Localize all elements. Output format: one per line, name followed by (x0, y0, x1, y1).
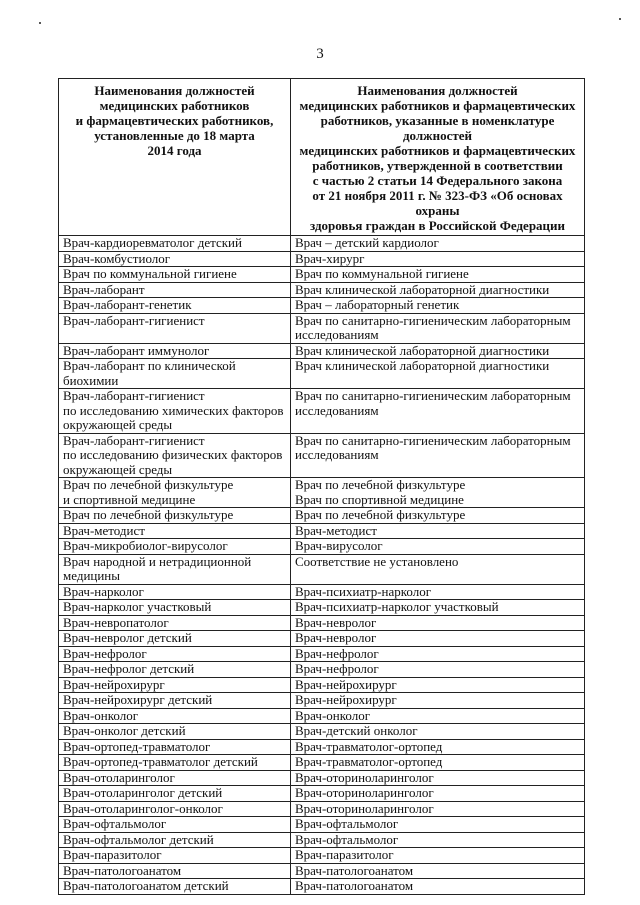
old-position-cell: Врач-нефролог детский (59, 662, 291, 678)
new-position-cell: Врач клинической лабораторной диагностики (291, 282, 585, 298)
table-row (59, 584, 585, 600)
new-position-cell: Врач клинической лабораторной диагностики (291, 359, 585, 389)
old-position-cell: Врач-офтальмолог (59, 817, 291, 833)
new-position-cell: Врач-психиатр-нарколог участковый (291, 600, 585, 616)
new-position-cell: Врач-оториноларинголог (291, 786, 585, 802)
old-position-cell: Врач-нейрохирург (59, 677, 291, 693)
new-position-cell: Врач по санитарно-гигиеническим лабораторным исследованиям (291, 389, 585, 434)
new-position-cell: Врач по лечебной физкультуре Врач по спортивной медицине (291, 478, 585, 508)
table-row (59, 631, 585, 647)
new-position-cell: Врач клинической лабораторной диагностики (291, 343, 585, 359)
table-row (59, 298, 585, 314)
table-row (59, 615, 585, 631)
old-position-cell: Врач-лаборант-гигиенист по исследованию физических факторов окружающей среды (59, 433, 291, 478)
old-position-cell: Врач по лечебной физкультуре (59, 508, 291, 524)
old-position-cell: Врач-отоларинголог-онколог (59, 801, 291, 817)
table-row (59, 677, 585, 693)
table-row (59, 508, 585, 524)
table-row (59, 433, 585, 478)
table-row (59, 313, 585, 343)
new-position-cell: Врач-оториноларинголог (291, 801, 585, 817)
new-position-cell: Врач-нефролог (291, 662, 585, 678)
old-position-cell: Врач-микробиолог-вирусолог (59, 539, 291, 555)
scan-speck (39, 22, 41, 24)
table-row (59, 879, 585, 895)
old-position-cell: Врач-методист (59, 523, 291, 539)
old-position-cell: Врач-офтальмолог детский (59, 832, 291, 848)
table-row (59, 389, 585, 434)
old-position-cell: Врач-отоларинголог детский (59, 786, 291, 802)
new-position-cell: Врач-онколог (291, 708, 585, 724)
table-row (59, 646, 585, 662)
new-position-cell: Врач-невролог (291, 615, 585, 631)
table-row (59, 282, 585, 298)
old-position-cell: Врач-нефролог (59, 646, 291, 662)
new-position-cell: Врач-оториноларинголог (291, 770, 585, 786)
table-row (59, 251, 585, 267)
old-position-cell: Врач-невропатолог (59, 615, 291, 631)
old-position-cell: Врач народной и нетрадиционной медицины (59, 554, 291, 584)
old-position-cell: Врач-невролог детский (59, 631, 291, 647)
old-position-cell: Врач-лаборант-гигиенист (59, 313, 291, 343)
new-position-cell: Врач по санитарно-гигиеническим лабораторным исследованиям (291, 433, 585, 478)
table-row (59, 539, 585, 555)
header-old-positions: Наименования должностей медицинских работников и фармацевтических работников, установленные до 18 марта 2014 года (59, 79, 291, 236)
old-position-cell: Врач-онколог (59, 708, 291, 724)
old-position-cell: Врач по лечебной физкультуре и спортивной медицине (59, 478, 291, 508)
old-position-cell: Врач-нарколог участковый (59, 600, 291, 616)
old-position-cell: Врач-комбустиолог (59, 251, 291, 267)
old-position-cell: Врач по коммунальной гигиене (59, 267, 291, 283)
table-row (59, 708, 585, 724)
new-position-cell: Врач по санитарно-гигиеническим лабораторным исследованиям (291, 313, 585, 343)
table-row (59, 600, 585, 616)
new-position-cell: Врач-нейрохирург (291, 693, 585, 709)
table-row (59, 817, 585, 833)
table-row (59, 523, 585, 539)
table-row (59, 786, 585, 802)
new-position-cell: Врач по коммунальной гигиене (291, 267, 585, 283)
new-position-cell: Врач-нефролог (291, 646, 585, 662)
table-row (59, 863, 585, 879)
new-position-cell: Врач-хирург (291, 251, 585, 267)
new-position-cell: Врач-невролог (291, 631, 585, 647)
old-position-cell: Врач-ортопед-травматолог (59, 739, 291, 755)
old-position-cell: Врач-нейрохирург детский (59, 693, 291, 709)
new-position-cell: Соответствие не установлено (291, 554, 585, 584)
table-row (59, 832, 585, 848)
table-row (59, 693, 585, 709)
table-row (59, 343, 585, 359)
new-position-cell: Врач-методист (291, 523, 585, 539)
new-position-cell: Врач – лабораторный генетик (291, 298, 585, 314)
old-position-cell: Врач-паразитолог (59, 848, 291, 864)
header-new-positions: Наименования должностей медицинских работников и фармацевтических работников, указанные в номенклатуре должностей медицинских работников и фармацевтических работников, утвержденной в соответствии с частью 2 статьи 14 Федерального закона от 21 ноября 2011 г. № 323-ФЗ «Об основах охраны здоровья граждан в Российской Федерации (291, 79, 585, 236)
new-position-cell: Врач – детский кардиолог (291, 236, 585, 252)
table-header-row (59, 79, 585, 236)
table-row (59, 739, 585, 755)
old-position-cell: Врач-лаборант (59, 282, 291, 298)
old-position-cell: Врач-отоларинголог (59, 770, 291, 786)
table-row (59, 848, 585, 864)
new-position-cell: Врач-детский онколог (291, 724, 585, 740)
old-position-cell: Врач-кардиоревматолог детский (59, 236, 291, 252)
positions-correspondence-table (58, 78, 585, 895)
new-position-cell: Врач-офтальмолог (291, 832, 585, 848)
old-position-cell: Врач-лаборант-генетик (59, 298, 291, 314)
table-row (59, 267, 585, 283)
new-position-cell: Врач-патологоанатом (291, 863, 585, 879)
old-position-cell: Врач-онколог детский (59, 724, 291, 740)
old-position-cell: Врач-патологоанатом (59, 863, 291, 879)
new-position-cell: Врач-офтальмолог (291, 817, 585, 833)
old-position-cell: Врач-ортопед-травматолог детский (59, 755, 291, 771)
new-position-cell: Врач-нейрохирург (291, 677, 585, 693)
table-row (59, 478, 585, 508)
table-row (59, 359, 585, 389)
old-position-cell: Врач-нарколог (59, 584, 291, 600)
new-position-cell: Врач-психиатр-нарколог (291, 584, 585, 600)
table-row (59, 662, 585, 678)
old-position-cell: Врач-лаборант иммунолог (59, 343, 291, 359)
table-row (59, 755, 585, 771)
new-position-cell: Врач-паразитолог (291, 848, 585, 864)
old-position-cell: Врач-патологоанатом детский (59, 879, 291, 895)
new-position-cell: Врач по лечебной физкультуре (291, 508, 585, 524)
table-row (59, 770, 585, 786)
page-number: 3 (316, 46, 324, 62)
scan-speck (619, 18, 621, 20)
table-row (59, 801, 585, 817)
table-row (59, 724, 585, 740)
new-position-cell: Врач-травматолог-ортопед (291, 755, 585, 771)
new-position-cell: Врач-травматолог-ортопед (291, 739, 585, 755)
new-position-cell: Врач-патологоанатом (291, 879, 585, 895)
old-position-cell: Врач-лаборант-гигиенист по исследованию химических факторов окружающей среды (59, 389, 291, 434)
table-row (59, 236, 585, 252)
new-position-cell: Врач-вирусолог (291, 539, 585, 555)
table-row (59, 554, 585, 584)
old-position-cell: Врач-лаборант по клинической биохимии (59, 359, 291, 389)
